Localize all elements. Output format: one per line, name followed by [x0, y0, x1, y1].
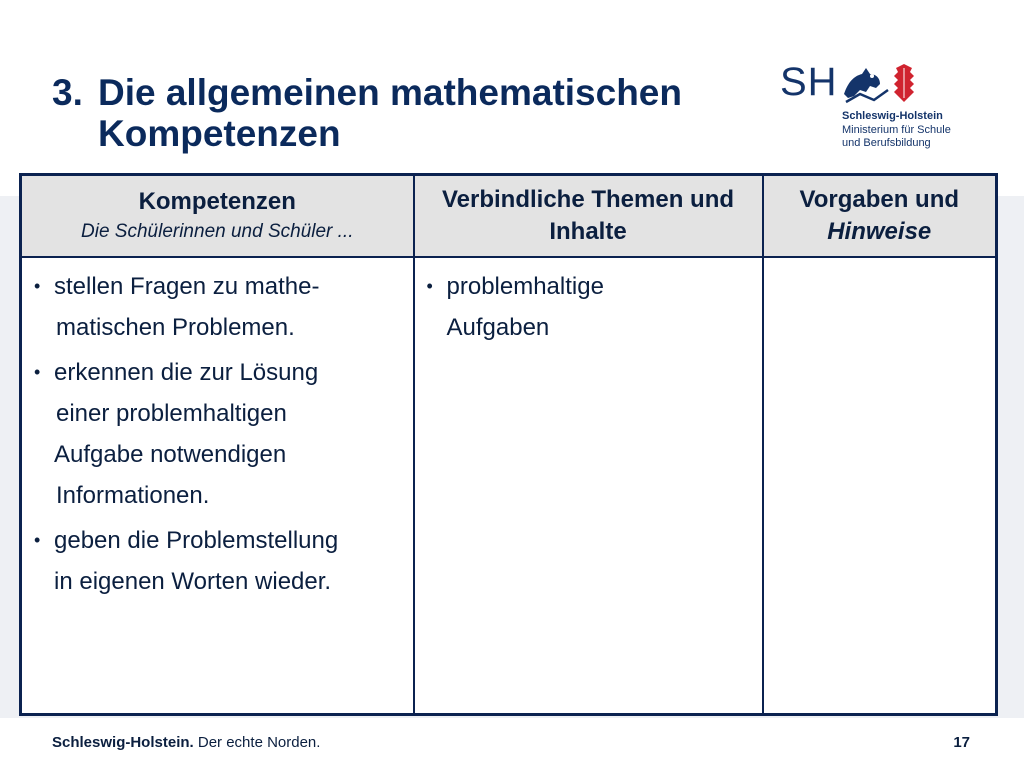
cell-themen: [414, 257, 763, 715]
header-kompetenzen: [21, 175, 414, 258]
list-item: [427, 266, 754, 348]
table-header-row: [21, 175, 997, 258]
item-line: matischen Problemen.: [56, 314, 295, 341]
title-number: 3.: [52, 72, 83, 113]
footer-brand-name: Schleswig-Holstein.: [52, 734, 194, 751]
list-item: [34, 520, 405, 602]
ministry-logo: [780, 60, 960, 150]
item-line: problemhaltige: [446, 273, 604, 300]
list-item: [34, 352, 405, 516]
lions-icon: [840, 64, 896, 104]
item-line: geben die Problemstellung: [54, 527, 339, 554]
item-line: Informationen.: [56, 482, 210, 509]
page-title: [52, 72, 752, 154]
item-line: Aufgabe notwendigen: [54, 441, 287, 468]
logo-line-1: Schleswig-Holstein: [842, 110, 943, 122]
logo-abbr: SH: [780, 60, 838, 104]
header-col3-hinweise: Hinweise: [827, 218, 932, 245]
item-line: erkennen die zur Lösung: [54, 359, 319, 386]
bullet: •: [34, 530, 41, 550]
header-col2-title: Verbindliche Themen und Inhalte: [441, 186, 735, 245]
item-line: stellen Fragen zu mathe-: [54, 273, 320, 300]
header-col1-subtitle: Die Schülerinnen und Schüler ...: [81, 221, 354, 242]
item-line: einer problemhaltigen: [56, 400, 287, 427]
title-line-2: Kompetenzen: [98, 113, 341, 154]
header-vorgaben: [763, 175, 997, 258]
cell-kompetenzen: [21, 257, 414, 715]
cell-vorgaben: [763, 257, 997, 715]
header-col1-title: Kompetenzen: [138, 188, 296, 215]
title-line-1: Die allgemeinen mathematischen: [98, 72, 682, 113]
logo-line-3: und Berufsbildung: [842, 137, 931, 149]
bullet: •: [426, 276, 433, 296]
bullet: •: [34, 276, 41, 296]
item-line: in eigenen Worten wieder.: [54, 568, 332, 595]
footer-brand: [52, 734, 320, 751]
footer-slogan: Der echte Norden.: [197, 734, 321, 751]
table-row: [21, 257, 997, 715]
page-number: 17: [953, 734, 970, 751]
bullet: •: [34, 362, 41, 382]
logo-line-2: Ministerium für Schule: [842, 124, 951, 136]
header-themen: [414, 175, 763, 258]
nettle-leaf-icon: [892, 62, 916, 102]
competency-table: [19, 173, 998, 716]
item-line: Aufgaben: [446, 314, 550, 341]
header-col3-title: Vorgaben und: [799, 186, 960, 213]
list-item: [34, 266, 405, 348]
